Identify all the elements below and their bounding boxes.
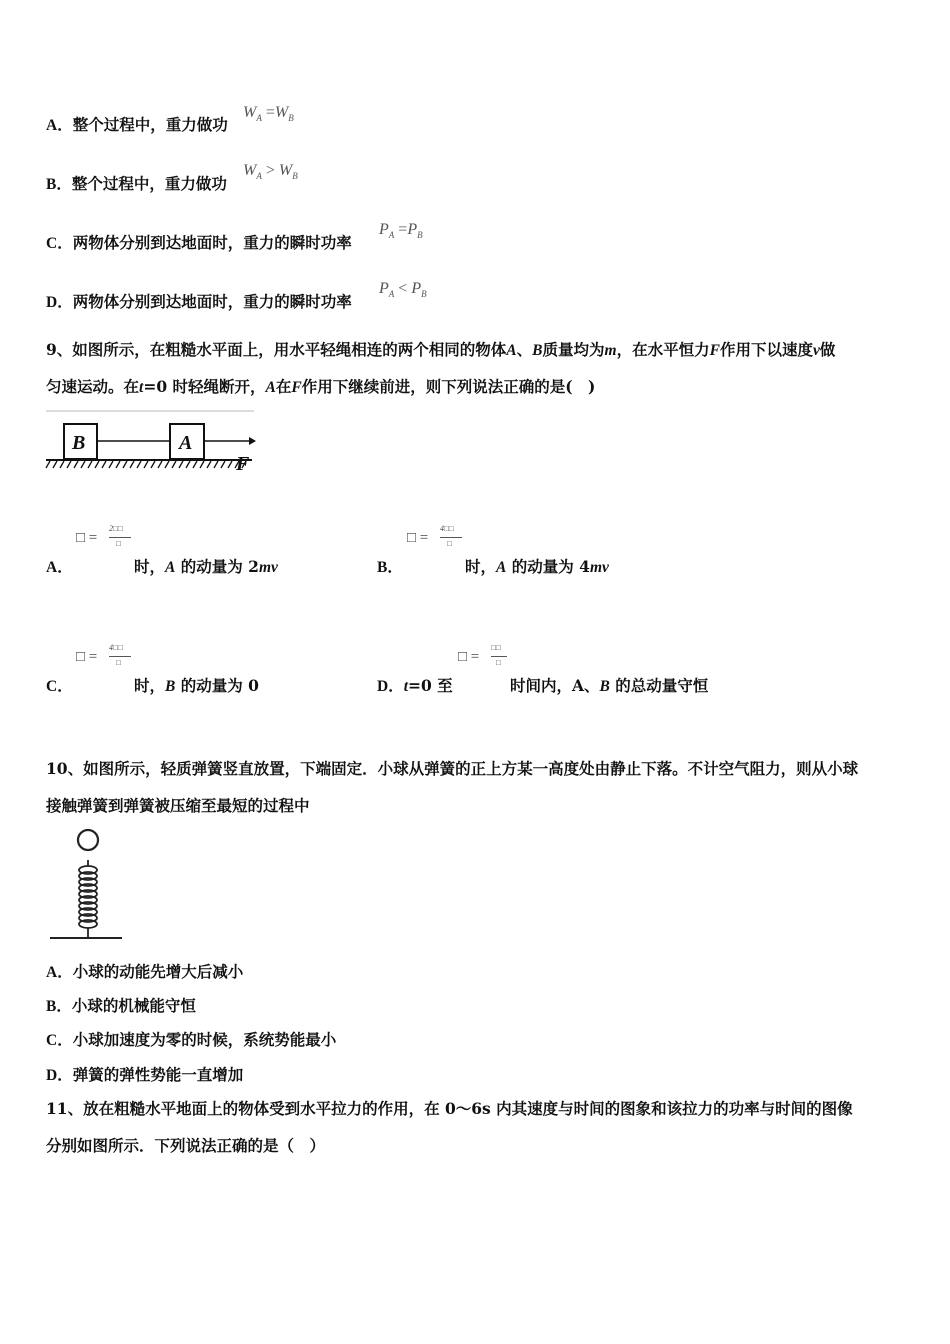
q9-option-b-text: 时，A 的动量为 4mv	[465, 557, 609, 576]
q8-formula-b: $W_A > W_B$	[243, 162, 298, 182]
q10-option-b: B．小球的机械能守恒	[46, 996, 196, 1015]
q9-option-a-formula: □ = 2□□ □	[76, 524, 136, 558]
q8-option-c	[46, 233, 352, 254]
q9-option-d-text: 时间内，A、B 的总动量守恒	[510, 676, 709, 695]
q9-stem-line1: 9、如图所示，在粗糙水平面上，用水平轻绳相连的两个相同的物体A、B质量均为m，在水平恒力F作用下以速度v做	[46, 340, 836, 359]
q9-option-b-label: B．	[377, 559, 403, 576]
option-text: 两物体分别到达地面时，重力的瞬时功率	[72, 292, 352, 311]
q8-formula-a: $W_A =W_B$	[243, 104, 294, 124]
q10-option-a: A．小球的动能先增大后减小	[46, 962, 244, 981]
block-b-label: B	[72, 432, 86, 454]
q11-stem-line2: 分别如图所示．下列说法正确的是（ ）	[46, 1136, 326, 1155]
q9-blocks-figure	[44, 408, 264, 476]
option-text: 整个过程中，重力做功	[72, 115, 228, 134]
q10-stem-line1: 10、如图所示，轻质弹簧竖直放置，下端固定．小球从弹簧的正上方某一高度处由静止下落。不计空气阻力，则从小球	[46, 759, 859, 778]
q10-option-d: D．弹簧的弹性势能一直增加	[46, 1065, 244, 1084]
q10-option-c: C．小球加速度为零的时候，系统势能最小	[46, 1030, 337, 1049]
q9-option-d-label: D．t=0 至	[377, 676, 453, 695]
q9-option-c-formula: □ = 4□□ □	[76, 643, 136, 677]
q10-stem-line2: 接触弹簧到弹簧被压缩至最短的过程中	[46, 796, 310, 815]
q9-option-a-text: 时，A 的动量为 2mv	[134, 557, 278, 576]
spring-coils	[79, 860, 97, 938]
option-label: D．	[46, 294, 73, 311]
q8-option-a	[46, 115, 228, 136]
q9-option-c-text: 时，B 的动量为 0	[134, 676, 259, 695]
q11-stem-line1: 11、放在粗糙水平地面上的物体受到水平拉力的作用，在 0～6s 内其速度与时间的图象和该拉力的功率与时间的图像	[46, 1099, 853, 1118]
option-label: B．	[46, 176, 72, 193]
force-label: F	[236, 453, 250, 475]
q9-option-d-formula: □ = □□ □	[458, 643, 514, 677]
option-text: 两物体分别到达地面时，重力的瞬时功率	[72, 233, 352, 252]
q9-stem-line2: 匀速运动。在t=0 时轻绳断开，A在F作用下继续前进，则下列说法正确的是( )	[46, 377, 596, 396]
block-a-label: A	[179, 432, 193, 454]
q8-option-d	[46, 292, 352, 313]
option-label: A．	[46, 117, 73, 134]
q9-option-c-label: C．	[46, 678, 73, 695]
q10-spring-figure	[46, 826, 126, 944]
option-label: C．	[46, 235, 73, 252]
q8-formula-c: $P_A =P_B$	[379, 221, 423, 241]
option-text: 整个过程中，重力做功	[71, 174, 227, 193]
q9-option-b-formula: □ = 4□□ □	[407, 524, 467, 558]
ball	[78, 830, 98, 850]
q8-option-b	[46, 174, 227, 195]
q9-option-a-label: A．	[46, 559, 73, 576]
q8-formula-d: $P_A < P_B$	[379, 280, 427, 300]
